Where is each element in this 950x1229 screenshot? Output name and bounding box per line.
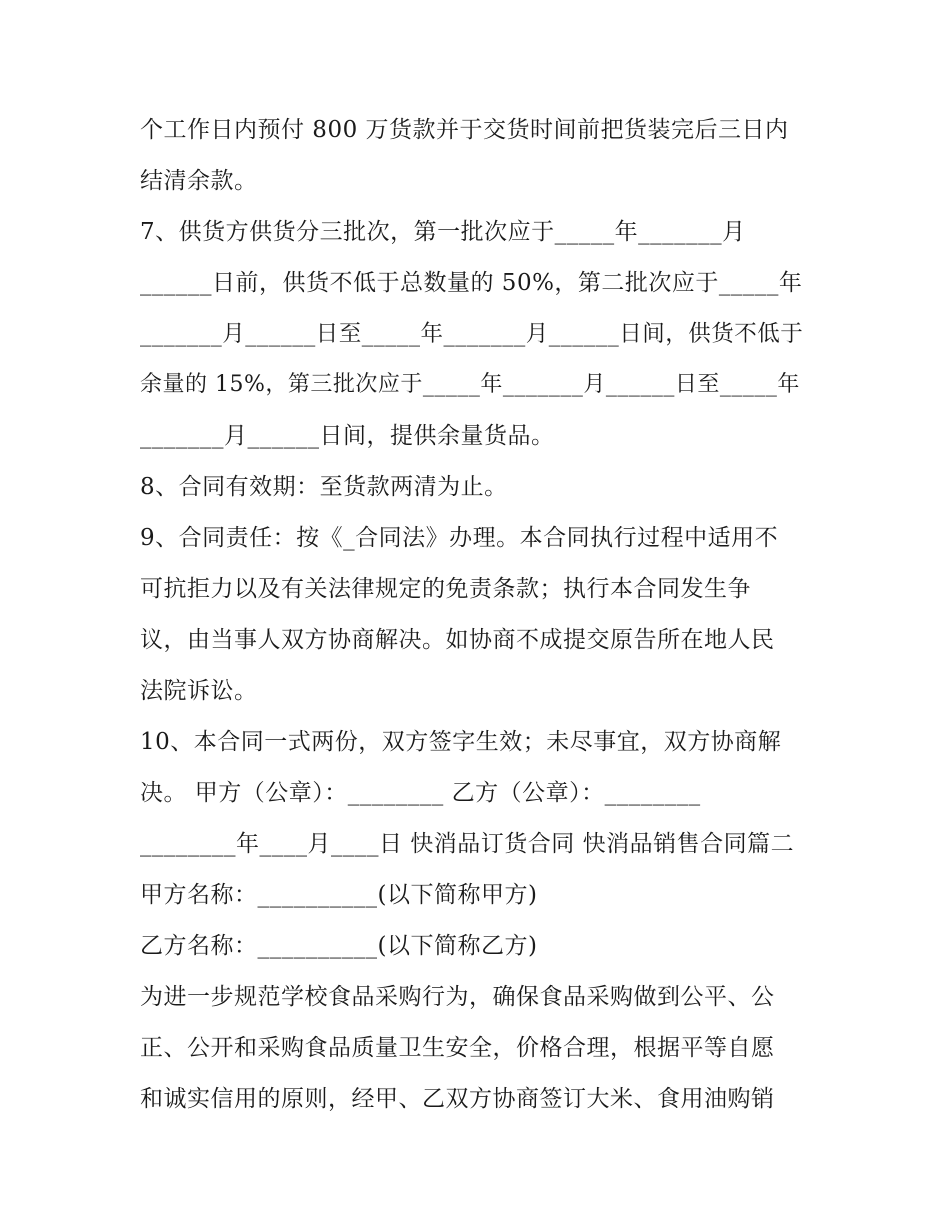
text-line: 法院诉讼。 xyxy=(140,678,258,704)
signature-line: 决。 甲方（公章）：________ 乙方（公章）：________ xyxy=(140,780,701,806)
clause-7-line: 7、供货方供货分三批次，第一批次应于_____年_______月 xyxy=(140,219,746,245)
text-line: ______日前，供货不低于总数量的 50%，第二批次应于_____年 xyxy=(140,270,803,296)
text-line: 为进一步规范学校食品采购行为，确保食品采购做到公平、公 xyxy=(140,984,775,1010)
text-line: 结清余款。 xyxy=(140,168,258,194)
clause-8-line: 8、合同有效期：至货款两清为止。 xyxy=(140,474,508,500)
clause-9-line: 9、合同责任：按《_合同法》办理。本合同执行过程中适用不 xyxy=(140,525,779,551)
text-line: 正、公开和采购食品质量卫生安全，价格合理，根据平等自愿 xyxy=(140,1035,775,1061)
text-line: 个工作日内预付 800 万货款并于交货时间前把货装完后三日内 xyxy=(140,117,789,143)
party-a-name-line: 甲方名称：__________(以下简称甲方) xyxy=(140,882,538,908)
text-line: 可抗拒力以及有关法律规定的免责条款；执行本合同发生争 xyxy=(140,576,751,602)
text-line: _______月______日至_____年_______月______日间，供货不低于 xyxy=(140,321,804,347)
text-line: _______月______日间，提供余量货品。 xyxy=(140,423,555,449)
text-line: 余量的 15%，第三批次应于_____年_______月______日至_____年 xyxy=(140,372,800,397)
text-line: 议，由当事人双方协商解决。如协商不成提交原告所在地人民 xyxy=(140,627,775,653)
date-and-title-line: ________年____月____日 快消品订货合同 快消品销售合同篇二 xyxy=(140,831,795,857)
party-b-name-line: 乙方名称：__________(以下简称乙方) xyxy=(140,933,538,959)
clause-10-line: 10、本合同一式两份，双方签字生效；未尽事宜，双方协商解 xyxy=(140,729,782,755)
text-line: 和诚实信用的原则，经甲、乙双方协商签订大米、食用油购销 xyxy=(140,1086,775,1112)
